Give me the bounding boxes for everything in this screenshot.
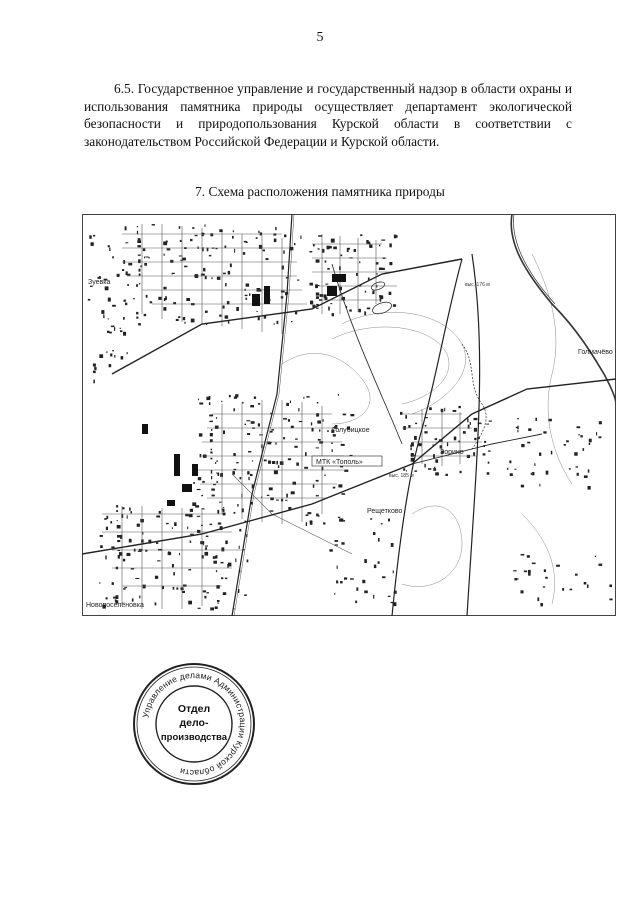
stamp-center-line-3: производства bbox=[160, 732, 228, 743]
label-reshetkino: Рещетково bbox=[367, 508, 403, 515]
paragraph-6-5: 6.5. Государственное управление и государственный надзор в области охраны и использования памятника природы осуществляет департамент экологической безопасности и природопользования Курской области в соответствии с законодательством Российской Федерации и Курской области. bbox=[84, 81, 572, 149]
label-elevation-2: выс. 185 м bbox=[389, 473, 414, 479]
map-canvas bbox=[82, 214, 616, 616]
stamp-center-line-2: дело- bbox=[179, 717, 209, 729]
label-zorino: Зорино bbox=[440, 449, 464, 456]
label-golmachevo: Голмачёво bbox=[578, 349, 613, 356]
section-title: 7. Схема расположения памятника природы bbox=[195, 184, 445, 199]
label-zuevka: Зуевка bbox=[88, 279, 111, 286]
label-novoposelenovka: Новопоселёновка bbox=[86, 602, 144, 609]
label-highlight: МТК «Тополь» bbox=[316, 459, 363, 466]
map-frame bbox=[83, 215, 616, 616]
office-stamp bbox=[132, 662, 256, 786]
stamp-seal bbox=[132, 662, 256, 786]
stamp-center-line-1: Отдел bbox=[177, 703, 211, 715]
location-map bbox=[82, 214, 616, 616]
label-golubitskoe: Голубицкое bbox=[332, 427, 370, 434]
page-number: 5 bbox=[316, 30, 324, 45]
stamp-ring-text: Управление делами Администрации Курской области bbox=[140, 669, 249, 779]
label-elevation-1: выс. 176 м bbox=[465, 282, 490, 288]
